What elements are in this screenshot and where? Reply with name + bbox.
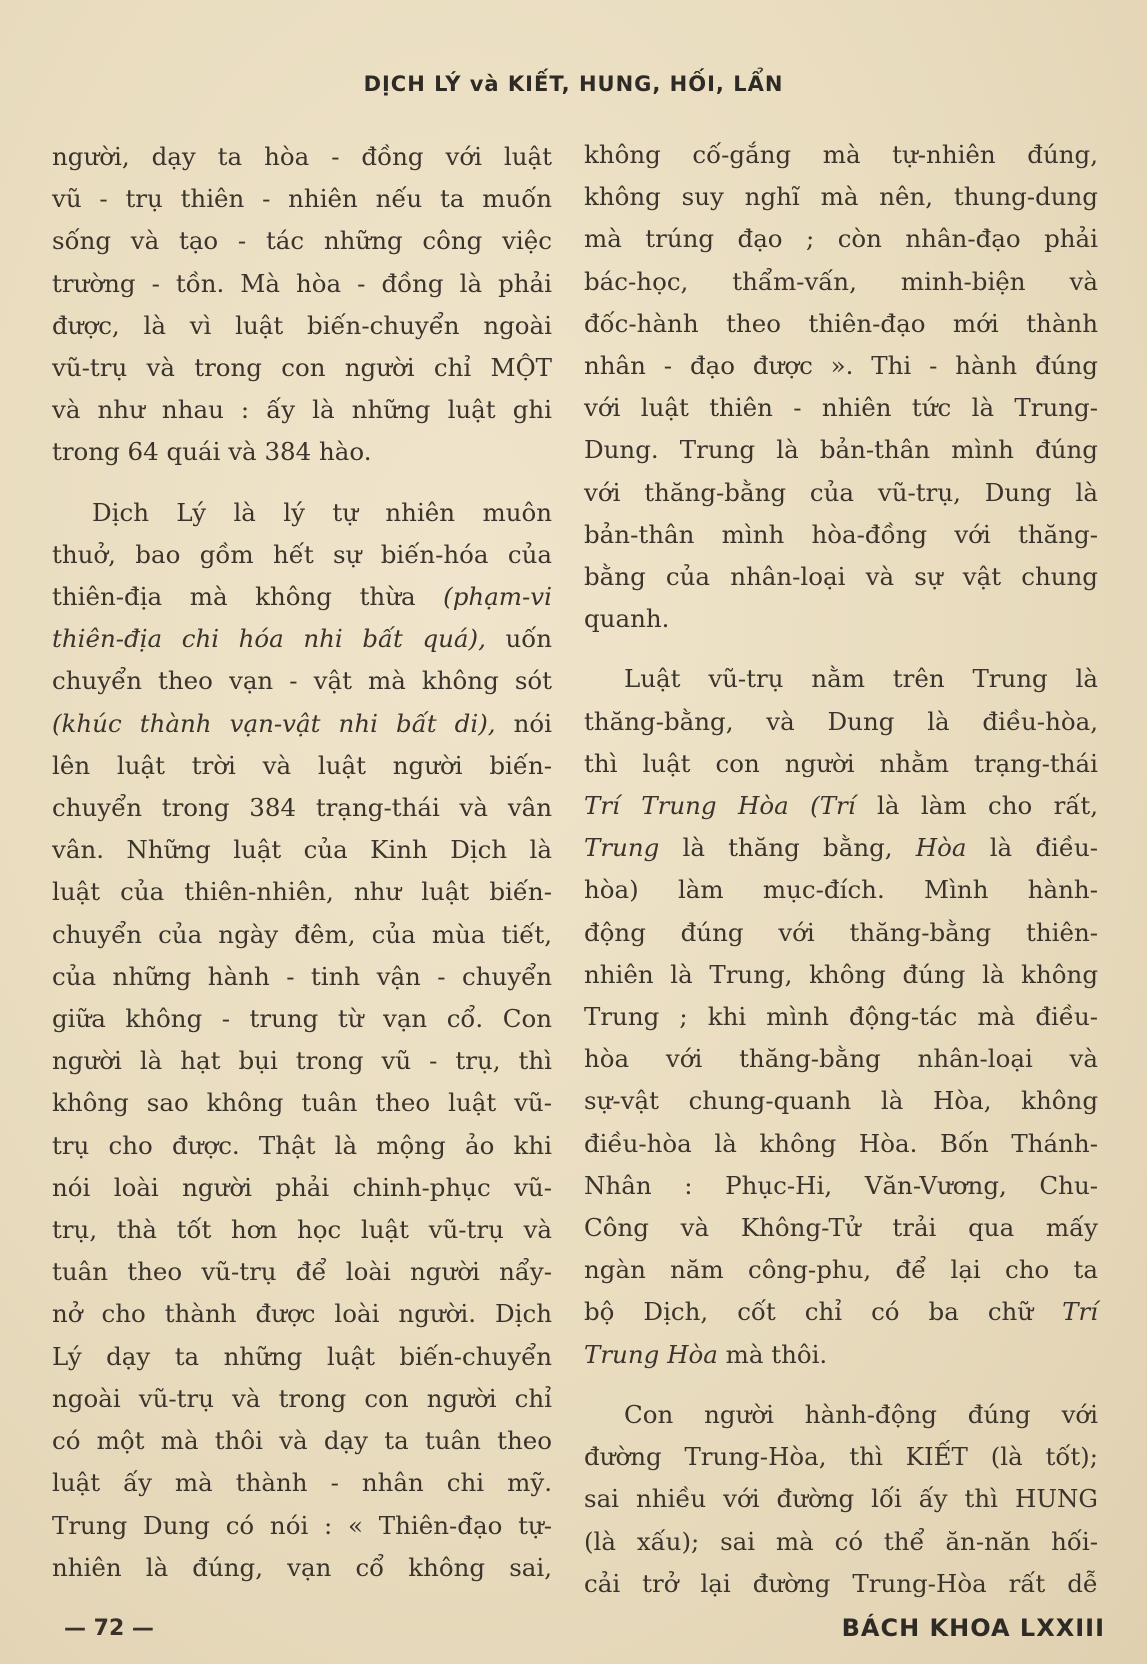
text-line: nhiên là Trung, không đúng là không bbox=[584, 959, 1098, 989]
text-line: Nhân : Phục-Hi, Văn-Vương, Chu- bbox=[584, 1170, 1098, 1200]
text-line: không suy nghĩ mà nên, thung-dung bbox=[584, 182, 1098, 212]
text-line: động đúng với thăng-bằng thiên- bbox=[584, 917, 1098, 947]
text-line: Dịch Lý là lý tự nhiên muôn bbox=[92, 497, 552, 527]
text-line: Trung Hòa mà thôi. bbox=[584, 1339, 828, 1369]
text-line: sống và tạo - tác những công việc bbox=[52, 226, 552, 256]
text-line: ngàn năm công-phu, để lại cho ta bbox=[584, 1255, 1098, 1285]
paragraph bbox=[52, 492, 552, 1589]
text-line: của những hành - tinh vận - chuyển bbox=[52, 961, 552, 991]
running-head: DỊCH LÝ và KIẾT, HUNG, HỐI, LẨN bbox=[363, 72, 784, 96]
text-line: ngoài vũ-trụ và trong con người chỉ bbox=[52, 1383, 552, 1413]
text-line: thiên-địa mà không thừa (phạm-vi bbox=[52, 582, 552, 612]
text-line: bác-học, thẩm-vấn, minh-biện và bbox=[584, 266, 1098, 296]
text-line: Trung ; khi mình động-tác mà điều- bbox=[584, 1002, 1098, 1032]
text-line: Con người hành-động đúng với bbox=[624, 1399, 1098, 1429]
text-line: nói loài người phải chinh-phục vũ- bbox=[52, 1172, 552, 1202]
text-line: người, dạy ta hòa - đồng với luật bbox=[52, 142, 552, 171]
text-line: luật của thiên-nhiên, như luật biến- bbox=[52, 877, 552, 907]
text-line: nhân - đạo được ». Thi - hành đúng bbox=[584, 351, 1098, 381]
text-line: cải trở lại đường Trung-Hòa rất dễ bbox=[584, 1568, 1098, 1598]
text-line: sự-vật chung-quanh là Hòa, không bbox=[584, 1086, 1098, 1116]
text-line: thì luật con người nhằm trạng-thái bbox=[584, 748, 1098, 778]
text-line: giữa không - trung từ vạn cổ. Con bbox=[52, 1004, 552, 1034]
text-line: bộ Dịch, cốt chỉ có ba chữ Trí bbox=[584, 1297, 1098, 1327]
text-line: điều-hòa là không Hòa. Bốn Thánh- bbox=[584, 1128, 1098, 1158]
text-line: được, là vì luật biến-chuyển ngoài bbox=[52, 310, 552, 340]
text-line: thăng-bằng, và Dung là điều-hòa, bbox=[584, 706, 1098, 736]
text-line: trụ cho được. Thật là mộng ảo khi bbox=[52, 1130, 552, 1160]
text-line: đốc-hành theo thiên-đạo mới thành bbox=[584, 308, 1098, 338]
text-line: đường Trung-Hòa, thì KIẾT (là tốt); bbox=[584, 1442, 1098, 1472]
text-line: hòa) làm mục-đích. Mình hành- bbox=[584, 875, 1098, 905]
paragraph bbox=[584, 658, 1098, 1375]
text-line: Dung. Trung là bản-thân mình đúng bbox=[584, 435, 1098, 465]
text-line: tuân theo vũ-trụ để loài người nẩy- bbox=[52, 1257, 552, 1287]
paragraph bbox=[52, 136, 552, 474]
text-line: vũ-trụ và trong con người chỉ MỘT bbox=[52, 353, 552, 383]
text-line: bằng của nhân-loại và sự vật chung bbox=[584, 562, 1098, 592]
paragraph bbox=[584, 134, 1098, 640]
text-line: bản-thân mình hòa-đồng với thăng- bbox=[584, 519, 1098, 549]
page-number: — 72 — bbox=[64, 1616, 154, 1641]
magazine-issue: BÁCH KHOA LXXIII bbox=[841, 1614, 1105, 1642]
text-line: trong 64 quái và 384 hào. bbox=[52, 437, 372, 467]
paragraph bbox=[584, 1394, 1098, 1605]
text-line: Trí Trung Hòa (Trí là làm cho rất, bbox=[584, 791, 1098, 821]
text-line: (khúc thành vạn-vật nhi bất di), nói bbox=[52, 708, 553, 738]
text-line: có một mà thôi và dạy ta tuân theo bbox=[52, 1426, 552, 1456]
text-line: với thăng-bằng của vũ-trụ, Dung là bbox=[584, 477, 1098, 507]
text-line: thiên-địa chi hóa nhi bất quá), uốn bbox=[52, 624, 553, 654]
text-line: vũ - trụ thiên - nhiên nếu ta muốn bbox=[52, 184, 552, 214]
text-line: chuyển của ngày đêm, của mùa tiết, bbox=[52, 919, 552, 949]
text-line: không cố-gắng mà tự-nhiên đúng, bbox=[584, 140, 1098, 169]
text-line: trụ, thà tốt hơn học luật vũ-trụ và bbox=[52, 1215, 552, 1245]
text-line: quanh. bbox=[584, 604, 670, 634]
text-line: Công và Không-Tử trải qua mấy bbox=[584, 1213, 1098, 1243]
text-line: nở cho thành được loài người. Dịch bbox=[52, 1299, 552, 1329]
text-line: (là xấu); sai mà có thể ăn-năn hối- bbox=[584, 1526, 1098, 1556]
text-line: và như nhau : ấy là những luật ghi bbox=[52, 395, 552, 425]
text-line: Lý dạy ta những luật biến-chuyển bbox=[52, 1341, 552, 1371]
text-line: mà trúng đạo ; còn nhân-đạo phải bbox=[584, 224, 1098, 254]
text-line: chuyển theo vạn - vật mà không sót bbox=[52, 666, 552, 696]
text-line: nhiên là đúng, vạn cổ không sai, bbox=[52, 1552, 552, 1582]
text-line: trường - tồn. Mà hòa - đồng là phải bbox=[52, 268, 552, 298]
left-column bbox=[52, 136, 552, 1589]
text-line: sai nhiều với đường lối ấy thì HUNG bbox=[584, 1484, 1098, 1514]
text-line: thuở, bao gồm hết sự biến-hóa của bbox=[52, 539, 552, 569]
text-line: vân. Những luật của Kinh Dịch là bbox=[52, 835, 552, 865]
right-column bbox=[584, 134, 1098, 1605]
text-line: luật ấy mà thành - nhân chi mỹ. bbox=[52, 1468, 552, 1498]
text-line: hòa với thăng-bằng nhân-loại và bbox=[584, 1044, 1098, 1074]
text-line: lên luật trời và luật người biến- bbox=[52, 750, 552, 780]
text-line: với luật thiên - nhiên tức là Trung- bbox=[584, 393, 1098, 423]
text-line: Luật vũ-trụ nằm trên Trung là bbox=[624, 664, 1098, 694]
text-line: Trung Dung có nói : « Thiên-đạo tự- bbox=[52, 1510, 552, 1540]
text-line: không sao không tuân theo luật vũ- bbox=[52, 1088, 552, 1118]
text-line: người là hạt bụi trong vũ - trụ, thì bbox=[52, 1046, 552, 1076]
text-line: chuyển trong 384 trạng-thái và vân bbox=[52, 793, 552, 823]
text-line: Trung là thăng bằng, Hòa là điều- bbox=[584, 833, 1099, 863]
